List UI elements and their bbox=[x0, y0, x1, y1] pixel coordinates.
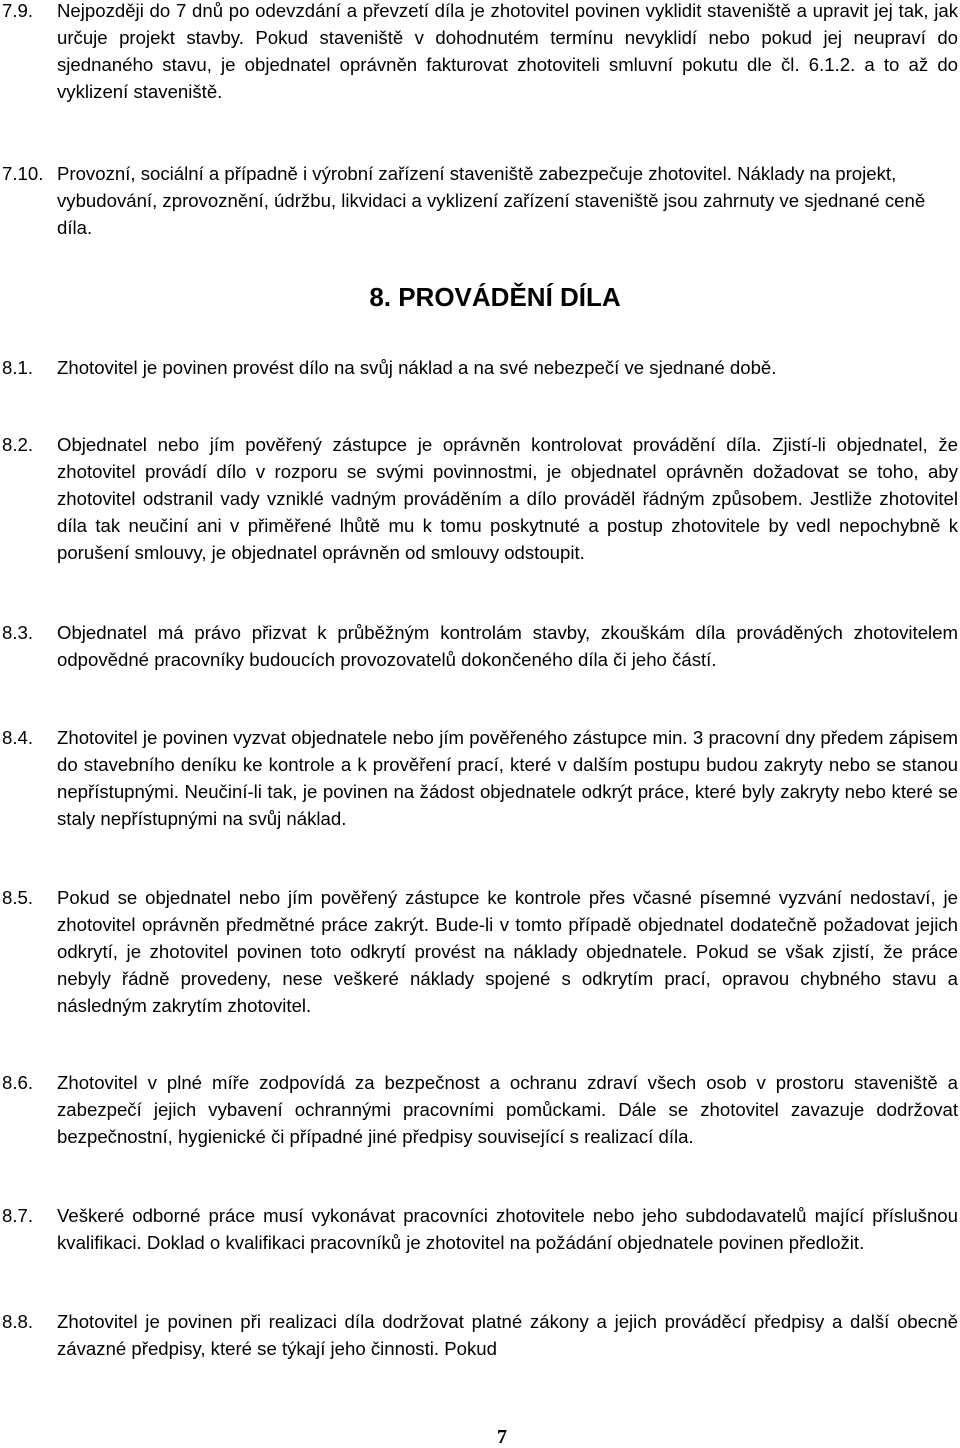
clause-text: Zhotovitel je povinen provést dílo na svůj náklad a na své nebezpečí ve sjednané době. bbox=[57, 357, 777, 378]
clause-text: Objednatel má právo přizvat k průběžným kontrolám stavby, zkouškám díla prováděných zhotovitelem odpovědné pracovníky budoucích provozovatelů dokončeného díla či jeho částí. bbox=[57, 622, 958, 670]
clause-8-5 bbox=[0, 884, 958, 1019]
clause-number: 7.9. bbox=[2, 0, 34, 21]
clause-7-10 bbox=[0, 160, 958, 241]
page-number: 7 bbox=[497, 1426, 507, 1448]
clause-number: 8.1. bbox=[2, 357, 34, 378]
clause-number: 8.7. bbox=[2, 1205, 34, 1226]
clause-text: Objednatel nebo jím pověřený zástupce je oprávněn kontrolovat provádění díla. Zjistí-li objednatel, že zhotovitel provádí dílo v rozporu se svými povinnostmi, je objednatel oprávněn dožadovat se toho, aby zhotovitel odstranil vady vzniklé vadným prováděním a dílo prováděl řádným způsobem. Jestliže zhotovitel díla tak neučiní ani v přiměřené lhůtě mu k tomu poskytnuté a postup zhotovitele by vedl nepochybně k porušení smlouvy, je objednatel oprávněn od smlouvy odstoupit. bbox=[57, 434, 958, 563]
clause-8-8 bbox=[0, 1308, 958, 1362]
clause-number: 8.8. bbox=[2, 1311, 34, 1332]
clause-text: Pokud se objednatel nebo jím pověřený zástupce ke kontrole přes včasné písemné vyzvání nedostaví, je zhotovitel oprávněn předmětné práce zakrýt. Bude-li v tomto případě objednatel dodatečně požadovat jejich odkrytí, je zhotovitel povinen toto odkrytí provést na náklady objednatele. Pokud se však zjistí, že práce nebyly řádně provedeny, nese veškeré náklady spojené s odkrytím prací, opravou chybného stavu a následným zakrytím zhotovitel. bbox=[57, 887, 958, 1016]
clause-8-4 bbox=[0, 724, 958, 832]
clause-7-9 bbox=[0, 0, 958, 105]
clause-text: Zhotovitel v plné míře zodpovídá za bezpečnost a ochranu zdraví všech osob v prostoru staveniště a zabezpečí jejich vybavení ochrannými pracovními pomůckami. Dále se zhotovitel zavazuje dodržovat bezpečnostní, hygienické či případné jiné předpisy související s realizací díla. bbox=[57, 1072, 958, 1147]
clause-number: 7.10. bbox=[2, 163, 44, 184]
clause-text: Nejpozději do 7 dnů po odevzdání a převzetí díla je zhotovitel povinen vyklidit staveniště a upravit jej tak, jak určuje projekt stavby. Pokud staveniště v dohodnutém termínu nevyklidí nebo pokud jej neupraví do sjednaného stavu, je objednatel oprávněn fakturovat zhotoviteli smluvní pokutu dle čl. 6.1.2. a to až do vyklizení staveniště. bbox=[57, 0, 958, 102]
clause-number: 8.3. bbox=[2, 622, 34, 643]
clause-8-2 bbox=[0, 431, 958, 566]
clause-text: Zhotovitel je povinen vyzvat objednatele nebo jím pověřeného zástupce min. 3 pracovní dny předem zápisem do stavebního deníku ke kontrole a k prověření prací, které v dalším postupu budou zakryty nebo se stanou nepřístupnými. Neučiní-li tak, je povinen na žádost objednatele odkrýt práce, které byly zakryty nebo které se staly nepřístupnými na svůj náklad. bbox=[57, 727, 958, 829]
clause-number: 8.2. bbox=[2, 434, 34, 455]
clause-text: Veškeré odborné práce musí vykonávat pracovníci zhotovitele nebo jeho subdodavatelů mající příslušnou kvalifikaci. Doklad o kvalifikaci pracovníků je zhotovitel na požádání objednatele povinen předložit. bbox=[57, 1205, 958, 1253]
clause-8-6 bbox=[0, 1069, 958, 1150]
clause-8-1 bbox=[0, 354, 958, 381]
clause-number: 8.4. bbox=[2, 727, 34, 748]
clause-text: Zhotovitel je povinen při realizaci díla dodržovat platné zákony a jejich prováděcí předpisy a další obecně závazné předpisy, které se týkají jeho činnosti. Pokud bbox=[57, 1311, 958, 1359]
clause-text: Provozní, sociální a případně i výrobní zařízení staveniště zabezpečuje zhotovitel. Náklady na projekt, vybudování, zprovoznění, údržbu, likvidaci a vyklizení zařízení staveniště jsou zahrnuty ve sjednané ceně díla. bbox=[57, 163, 926, 238]
section-heading: 8. PROVÁDĚNÍ DÍLA bbox=[369, 282, 621, 312]
clause-8-3 bbox=[0, 619, 958, 673]
clause-8-7 bbox=[0, 1202, 958, 1256]
clause-number: 8.5. bbox=[2, 887, 34, 908]
clause-number: 8.6. bbox=[2, 1072, 34, 1093]
